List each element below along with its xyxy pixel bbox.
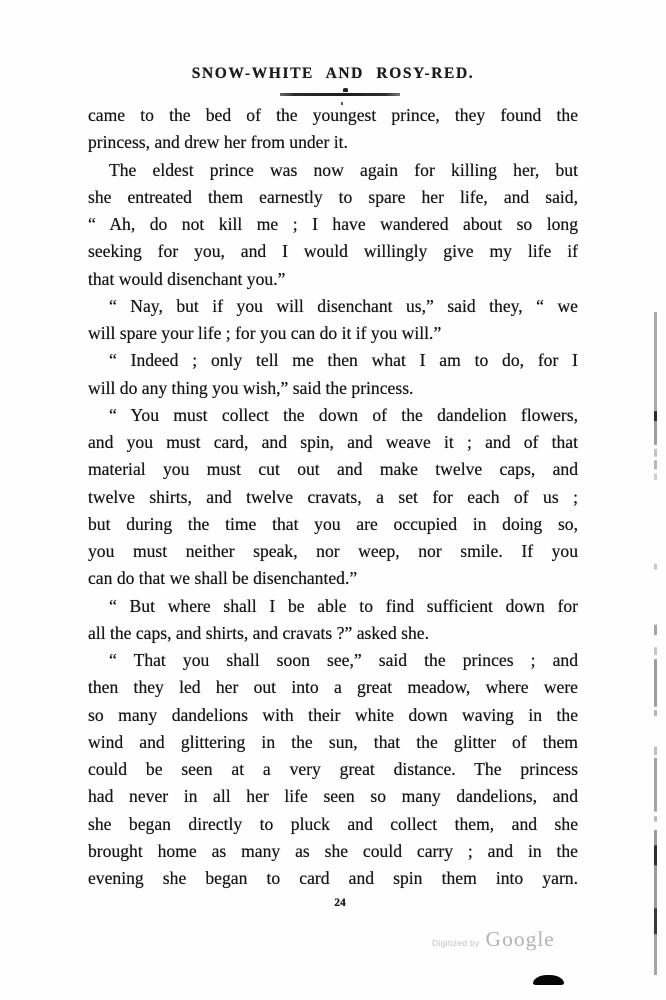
text-line: can do that we shall be disenchanted.” (88, 568, 358, 589)
page-number: 24 (334, 897, 346, 909)
text-line: she entreated them earnestly to spare her life, and said, (88, 186, 578, 207)
text-line: had never in all her life seen so many dandelions, and (88, 786, 578, 807)
text-line: brought home as many as she could carry ; and in the (88, 840, 578, 861)
ornamental-rule (280, 93, 400, 96)
text-line: “ Nay, but if you will disenchant us,” said they, “ we (109, 295, 578, 316)
text-line: material you must cut out and make twelve caps, and (88, 459, 578, 480)
watermark-prefix-label: Digitized by (432, 938, 480, 948)
text-line: seeking for you, and I would willingly give my life if (88, 241, 578, 262)
text-line: so many dandelions with their white down waving in the (88, 704, 578, 725)
text-line: could be seen at a very great distance. The princess (88, 759, 578, 779)
text-line: The eldest prince was now again for killing her, but (109, 159, 578, 180)
text-line: all the caps, and shirts, and cravats ?” asked she. (88, 622, 429, 643)
text-line: then they led her out into a great meadow, where were (88, 677, 578, 698)
text-line: and you must card, and spin, and weave it ; and of that (88, 432, 578, 452)
text-line: will do any thing you wish,” said the princess. (88, 377, 414, 398)
text-line: “ You must collect the down of the dandelion flowers, (109, 404, 578, 425)
text-line: will spare your life ; for you can do it if you will.” (88, 323, 442, 343)
text-line: came to the bed of the youngest prince, they found the (88, 105, 578, 125)
text-line: “ But where shall I be able to find sufficient down for (109, 595, 578, 616)
text-line: but during the time that you are occupied in doing so, (88, 513, 578, 534)
text-line: twelve shirts, and twelve cravats, a set for each of us ; (88, 486, 578, 507)
text-line: “ That you shall soon see,” said the princes ; and (109, 650, 578, 670)
google-logo: Google (485, 927, 555, 951)
text-line: princess, and drew her from under it. (88, 132, 348, 153)
text-line: wind and glittering in the sun, that the glitter of them (88, 731, 578, 752)
scan-artifact-edge-line (654, 312, 657, 975)
text-line: you must neither speak, nor weep, nor smile. If you (88, 541, 578, 561)
running-head: SNOW-WHITE AND ROSY-RED. (191, 65, 475, 82)
text-line: “ Ah, do not kill me ; I have wandered about so long (88, 214, 578, 234)
rule-tick-ornament (343, 88, 348, 92)
text-line: she began directly to pluck and collect them, and she (88, 813, 578, 834)
page-body (88, 102, 578, 892)
digitization-watermark (432, 927, 555, 952)
text-line: “ Indeed ; only tell me then what I am to do, for I (109, 350, 578, 371)
text-line: evening she began to card and spin them into yarn. (88, 868, 578, 888)
scan-artifact-blob (533, 975, 564, 985)
text-line: that would disenchant you.” (88, 268, 286, 289)
